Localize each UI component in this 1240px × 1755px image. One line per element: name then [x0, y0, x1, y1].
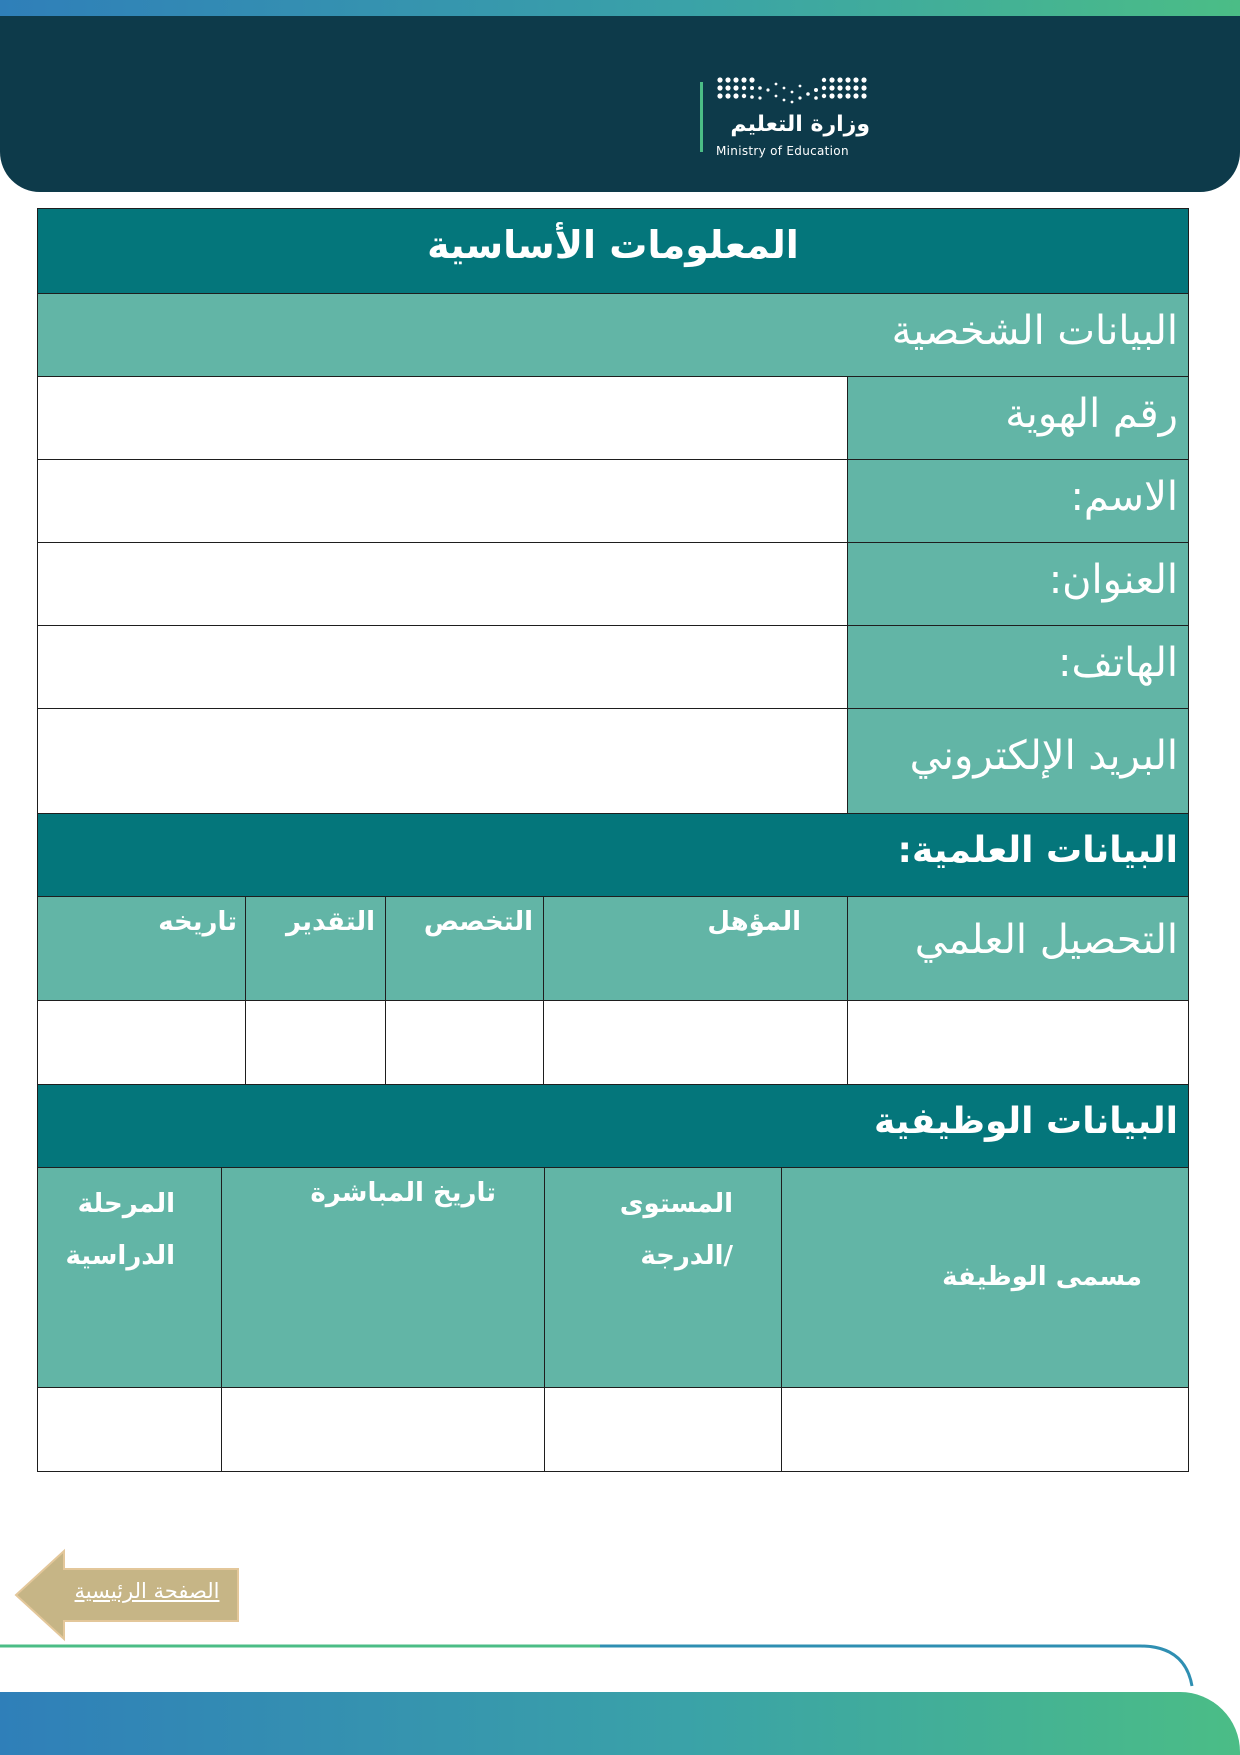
logo-arabic-text: وزارة التعليم	[730, 112, 870, 137]
address-label-cell	[847, 542, 1189, 626]
job-col-stage-label: المرحلة الدراسية	[65, 1189, 175, 1271]
academic-row-label: التحصيل العلمي	[914, 917, 1178, 963]
email-label: البريد الإلكتروني	[909, 733, 1178, 779]
job-start-date-input[interactable]	[221, 1387, 545, 1472]
personal-section-header	[37, 293, 1189, 377]
address-input[interactable]	[37, 542, 848, 626]
id-number-input[interactable]	[37, 376, 848, 460]
id-number-label-cell	[847, 376, 1189, 460]
footer-gradient-bar	[0, 1692, 1240, 1755]
personal-section-title: البيانات الشخصية	[891, 308, 1178, 354]
job-col-start-date-label: تاريخ المباشرة	[310, 1178, 496, 1208]
academic-col-qualification	[543, 896, 848, 1001]
job-level-input[interactable]	[544, 1387, 782, 1472]
academic-row-label-cell	[847, 896, 1189, 1001]
email-label-cell	[847, 708, 1189, 814]
job-col-stage	[37, 1167, 222, 1388]
academic-col-date	[37, 896, 246, 1001]
phone-label-cell	[847, 625, 1189, 709]
name-input[interactable]	[37, 459, 848, 543]
phone-label: الهاتف:	[1058, 640, 1178, 686]
home-page-label[interactable]: الصفحة الرئيسية	[74, 1579, 220, 1603]
id-number-label: رقم الهوية	[1005, 391, 1178, 437]
academic-col-date-label: تاريخه	[158, 907, 237, 937]
logo-english-text: Ministry of Education	[716, 144, 849, 158]
job-stage-input[interactable]	[37, 1387, 222, 1472]
job-col-title-label: مسمى الوظيفة	[942, 1262, 1142, 1292]
footer-divider-line	[0, 1640, 1240, 1690]
form-title-bar	[37, 208, 1189, 294]
ministry-logo	[700, 74, 870, 160]
basic-info-form	[37, 208, 1189, 1476]
home-page-button[interactable]	[12, 1545, 242, 1645]
address-label: العنوان:	[1048, 557, 1178, 603]
email-input[interactable]	[37, 708, 848, 814]
academic-col-major-label: التخصص	[423, 907, 533, 937]
form-title: المعلومات الأساسية	[427, 223, 799, 267]
job-col-start-date	[221, 1167, 545, 1388]
academic-section-header	[37, 813, 1189, 897]
academic-col-qualification-label: المؤهل	[707, 907, 801, 937]
job-title-input[interactable]	[781, 1387, 1189, 1472]
logo-dots-icon	[716, 76, 872, 108]
academic-qualification-input[interactable]	[543, 1000, 848, 1085]
academic-achievement-input[interactable]	[847, 1000, 1189, 1085]
name-label: الاسم:	[1070, 474, 1178, 520]
academic-grade-input[interactable]	[245, 1000, 386, 1085]
phone-input[interactable]	[37, 625, 848, 709]
logo-divider	[700, 82, 703, 152]
page-header	[0, 16, 1240, 192]
job-col-level	[544, 1167, 782, 1388]
job-col-level-label: المستوى /الدرجة	[619, 1189, 733, 1271]
name-label-cell	[847, 459, 1189, 543]
academic-col-grade	[245, 896, 386, 1001]
academic-major-input[interactable]	[385, 1000, 544, 1085]
job-section-header	[37, 1084, 1189, 1168]
job-col-title	[781, 1167, 1189, 1388]
academic-date-input[interactable]	[37, 1000, 246, 1085]
academic-col-grade-label: التقدير	[286, 907, 375, 937]
academic-section-title: البيانات العلمية:	[897, 830, 1178, 871]
academic-col-major	[385, 896, 544, 1001]
job-section-title: البيانات الوظيفية	[874, 1101, 1178, 1142]
